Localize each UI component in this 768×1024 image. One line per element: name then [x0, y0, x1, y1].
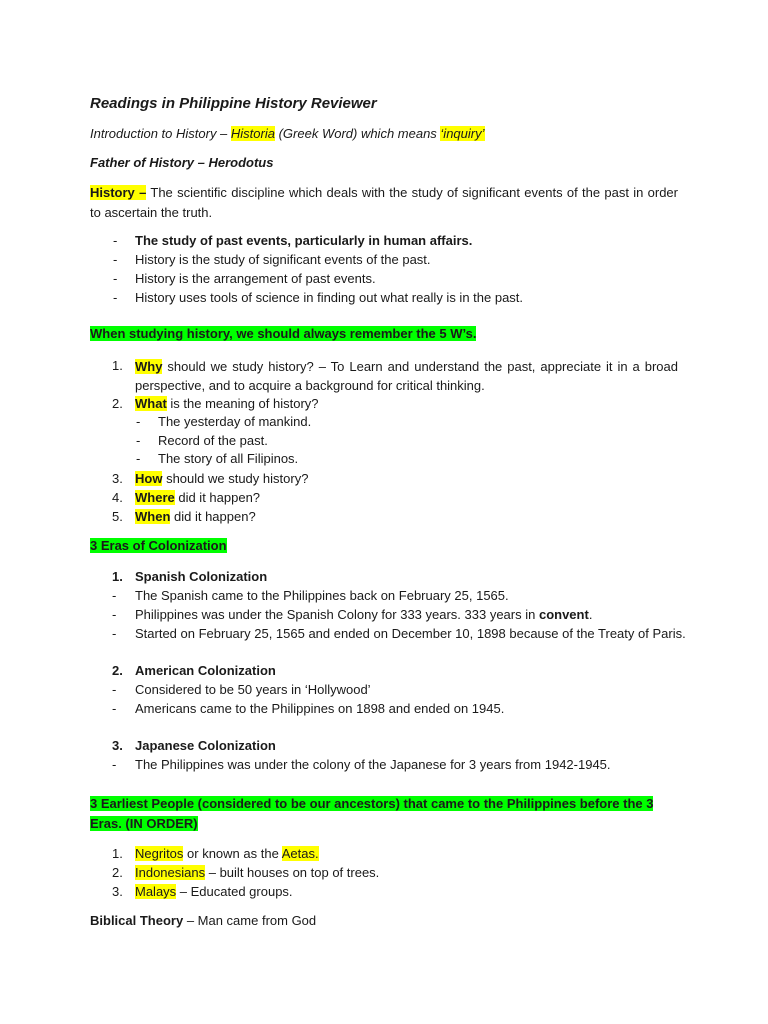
era-point: The Philippines was under the colony of the Japanese for 3 years from 1942-1945.: [135, 757, 611, 772]
what-subpoint: The yesterday of mankind.: [158, 414, 312, 429]
biblical-term: Biblical Theory: [90, 913, 184, 928]
era-point: Started on February 25, 1565 and ended on December 10, 1898 because of the Treaty of Paris.: [135, 626, 686, 641]
bullet-dash: -: [136, 414, 141, 429]
five-ws-heading-text: When studying history, we should always remember the 5 W’s.: [90, 326, 477, 341]
list-number: 4.: [112, 490, 123, 505]
era-point: Considered to be 50 years in ‘Hollywood’: [135, 682, 371, 697]
bullet-dash: -: [112, 588, 117, 603]
people-description: – built houses on top of trees.: [205, 865, 380, 880]
list-number: 3.: [112, 884, 123, 899]
bullet-dash: -: [112, 701, 117, 716]
intro-term: Historia: [230, 126, 275, 141]
page-title: Readings in Philippine History Reviewer: [90, 95, 377, 112]
history-point: History is the study of significant events of the past.: [135, 252, 431, 267]
w-keyword: What: [135, 396, 167, 411]
era-point: Americans came to the Philippines on 1898 and ended on 1945.: [135, 701, 505, 716]
history-point: The study of past events, particularly in human affairs.: [135, 233, 473, 248]
era-point-text: Philippines was under the Spanish Colony for 333 years. 333 years in: [135, 607, 539, 622]
w-question: should we study history?: [162, 471, 309, 486]
bullet-dash: -: [136, 433, 141, 448]
era-name: Japanese Colonization: [135, 738, 276, 753]
father-of-history: Father of History – Herodotus: [90, 155, 274, 170]
five-ws-item: [135, 357, 678, 395]
earliest-heading: [90, 794, 678, 834]
earliest-item: [135, 883, 293, 900]
people-name: Indonesians: [135, 865, 206, 880]
era-point-suffix: .: [588, 607, 593, 622]
people-name: Malays: [135, 884, 177, 899]
w-keyword: Why: [135, 359, 163, 374]
list-number: 1.: [112, 358, 123, 373]
five-ws-item: [135, 470, 308, 487]
history-point: History uses tools of science in finding out what really is in the past.: [135, 290, 524, 305]
intro-prefix: Introduction to History –: [90, 126, 231, 141]
list-number: 2.: [112, 865, 123, 880]
people-name: Negritos: [135, 846, 184, 861]
people-alt-name: Aetas.: [281, 846, 319, 861]
five-ws-item: [135, 508, 256, 525]
bullet-dash: -: [112, 682, 117, 697]
people-description: – Educated groups.: [176, 884, 293, 899]
w-keyword: Where: [135, 490, 175, 505]
what-subpoint: The story of all Filipinos.: [158, 451, 299, 466]
bullet-dash: -: [112, 626, 117, 641]
five-ws-item: [135, 395, 319, 412]
history-point: History is the arrangement of past events.: [135, 271, 376, 286]
intro-middle: (Greek Word) which means: [274, 126, 441, 141]
list-number: 1.: [112, 846, 123, 861]
era-name: Spanish Colonization: [135, 569, 268, 584]
list-number: 1.: [112, 569, 123, 584]
era-point: The Spanish came to the Philippines back on February 25, 1565.: [135, 588, 509, 603]
earliest-item: [135, 845, 319, 862]
era-name: American Colonization: [135, 663, 276, 678]
bullet-dash: -: [113, 252, 118, 267]
history-definition: [90, 183, 678, 223]
w-question: did it happen?: [170, 509, 256, 524]
biblical-theory: [90, 912, 316, 929]
what-subpoint: Record of the past.: [158, 433, 268, 448]
bullet-dash: -: [113, 233, 118, 248]
era-point-bold: convent: [538, 607, 589, 622]
eras-heading-text: 3 Eras of Colonization: [90, 538, 227, 553]
w-question: should we study history? – To Learn and understand the past, appreciate it in a broad perspective, and to acquire a background for critical thinking.: [135, 359, 678, 393]
bullet-dash: -: [112, 607, 117, 622]
list-number: 3.: [112, 471, 123, 486]
w-question: did it happen?: [174, 490, 261, 505]
era-point: [135, 606, 592, 623]
bullet-dash: -: [112, 757, 117, 772]
intro-line: [90, 125, 485, 142]
five-ws-item: [135, 489, 260, 506]
list-number: 2.: [112, 396, 123, 411]
intro-meaning: ‘inquiry’: [440, 126, 485, 141]
biblical-text: – Man came from God: [183, 913, 317, 928]
eras-heading: [90, 536, 227, 555]
w-keyword: When: [135, 509, 171, 524]
list-number: 5.: [112, 509, 123, 524]
earliest-item: [135, 864, 379, 881]
people-middle: or known as the: [183, 846, 282, 861]
w-keyword: How: [135, 471, 163, 486]
bullet-dash: -: [136, 451, 141, 466]
w-question: is the meaning of history?: [166, 396, 319, 411]
list-number: 3.: [112, 738, 123, 753]
definition-term: History –: [90, 185, 147, 200]
five-ws-heading: [90, 324, 476, 343]
list-number: 2.: [112, 663, 123, 678]
definition-text: The scientific discipline which deals with the study of significant events of the past in order to ascertain the truth.: [90, 185, 678, 220]
bullet-dash: -: [113, 290, 118, 305]
earliest-heading-text: 3 Earliest People (considered to be our ancestors) that came to the Philippines before the 3 Eras. (IN ORDER): [90, 796, 654, 831]
bullet-dash: -: [113, 271, 118, 286]
